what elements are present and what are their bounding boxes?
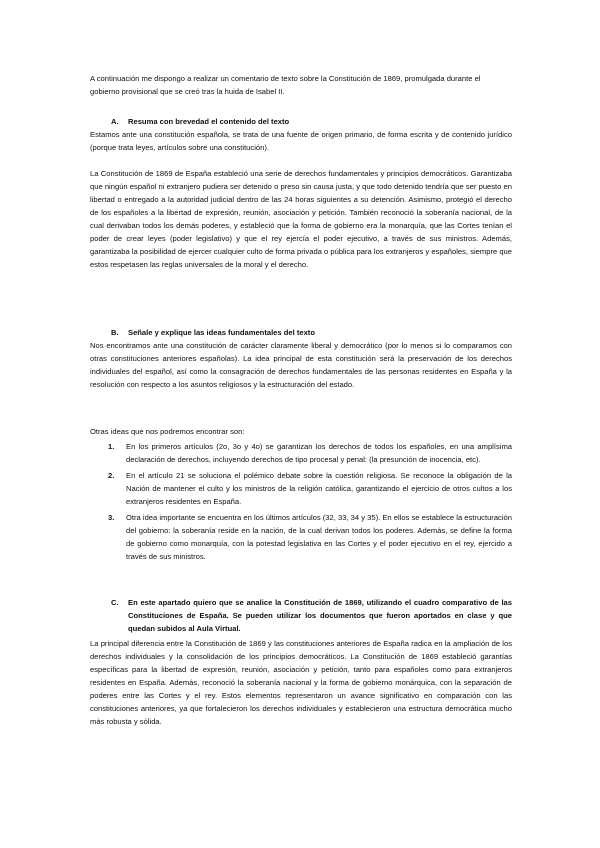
section-a-paragraph-1 — [90, 128, 512, 154]
section-b-heading — [111, 326, 315, 339]
section-b-title: Señale y explique las ideas fundamentales del texto — [128, 328, 315, 337]
list-item — [108, 440, 512, 466]
section-a-title: Resuma con brevedad el contenido del texto — [128, 117, 290, 126]
intro-paragraph: A continuación me dispongo a realizar un comentario de texto sobre la Constitución de 1869, promulgada durante el gobierno provisional que se creó tras la huida de Isabel II. — [90, 74, 481, 96]
section-c-paragraph-1-text: La principal diferencia entre la Constitución de 1869 y las constituciones anteriores de España radica en la ampliación de los derechos individuales y la consolidación de los principios democráticos. La Constitución de 1869 estableció garantías específicas para la libertad de expresión, reunión, asociación y petición, tanto para españoles como para extranjeros residentes en España. Además, reconoció la soberanía nacional y la forma de gobierno monárquica, con la separación de poderes entre las Cortes y el rey. Estos elementos representaron un avance significativo en comparación con las constituciones anteriores, ya que fortalecieron los derechos individuales y establecieron una estructura democrática mucho más robusta y sólida. — [90, 639, 512, 726]
section-b-letter: B. — [111, 328, 119, 337]
list-item-text: Otra idea importante se encuentra en los últimos artículos (32, 33, 34 y 35). En ellos se establece la estructuración del gobierno: la soberanía reside en la nación, de la cual derivan todos los poderes. Además, se define la forma de gobierno como monarquía, con la potestad legislativa en las Cortes y el poder ejecutivo en el rey, ejercido a través de sus ministros. — [126, 513, 512, 561]
section-a-paragraph-2 — [90, 167, 512, 271]
section-a-letter: A. — [111, 117, 119, 126]
list-item-number: 1. — [108, 442, 115, 451]
list-item-number: 2. — [108, 471, 115, 480]
section-a-heading — [111, 115, 289, 128]
list-item — [108, 511, 512, 563]
other-ideas-label: Otras ideas que nos podremos encontrar son: — [90, 427, 245, 436]
section-c-prompt — [111, 596, 512, 635]
section-a-paragraph-2-text: La Constitución de 1869 de España estableció una serie de derechos fundamentales y principios democráticos. Garantizaba que ningún español ni extranjero pudiera ser detenido o preso sin causa justa, y que todo detenido tendría que ser puesto en libertad o entregado a la autoridad judicial dentro de las 24 horas siguientes a su detención. Asimismo, protegió el derecho de los españoles a la libertad de expresión, reunión, asociación y petición. También reconoció la soberanía nacional, de la cual derivaban todos los demás poderes, y estableció que la forma de gobierno era la monarquía, que las Cortes tenían el poder de crear leyes (poder legislativo) y que el rey ejercía el poder ejecutivo, a través de sus ministros. Además, garantizaba la posibilidad de ejercer cualquier culto de forma privada o pública para los extranjeros y españoles, siempre que estos respetasen las reglas universales de la moral y el derecho. — [90, 169, 512, 269]
ideas-list — [108, 440, 512, 566]
section-c-letter: C. — [111, 598, 119, 607]
list-item-number: 3. — [108, 513, 115, 522]
list-item-text: En los primeros artículos (2o, 3o y 4o) se garantizan los derechos de todos los españoles, en una amplísima declaración de derechos, incluyendo derechos de tipo procesal y penal: (la presunción de inocencia, etc). — [126, 442, 512, 464]
section-b-paragraph-1 — [90, 339, 512, 391]
section-c-paragraph-1 — [90, 637, 512, 728]
section-c-prompt-text: En este apartado quiero que se analice la Constitución de 1869, utilizando el cuadro comparativo de las Constituciones de España. Se pueden utilizar los documentos que fueron aportados en clase y que quedan subidos al Aula Virtual. — [128, 598, 512, 633]
list-item — [108, 469, 512, 508]
list-item-text: En el artículo 21 se soluciona el polémico debate sobre la cuestión religiosa. Se reconoce la obligación de la Nación de mantener el culto y los ministros de la religión católica, garantizando el ejercicio de otros cultos a los extranjeros residentes en España. — [126, 471, 512, 506]
section-b-paragraph-1-text: Nos encontramos ante una constitución de carácter claramente liberal y democrático (por lo menos si lo comparamos con otras constituciones anteriores españolas). La idea principal de esta constitución será la preservación de los derechos individuales del español, así como la consagración de derechos fundamentales de las personas residentes en España y la resolución con respecto a los asuntos religiosos y la estructuración del estado. — [90, 341, 512, 389]
section-a-paragraph-1-text: Estamos ante una constitución española, se trata de una fuente de origen primario, de forma escrita y de contenido jurídico (porque trata leyes, artículos sobre una constitución). — [90, 130, 512, 152]
